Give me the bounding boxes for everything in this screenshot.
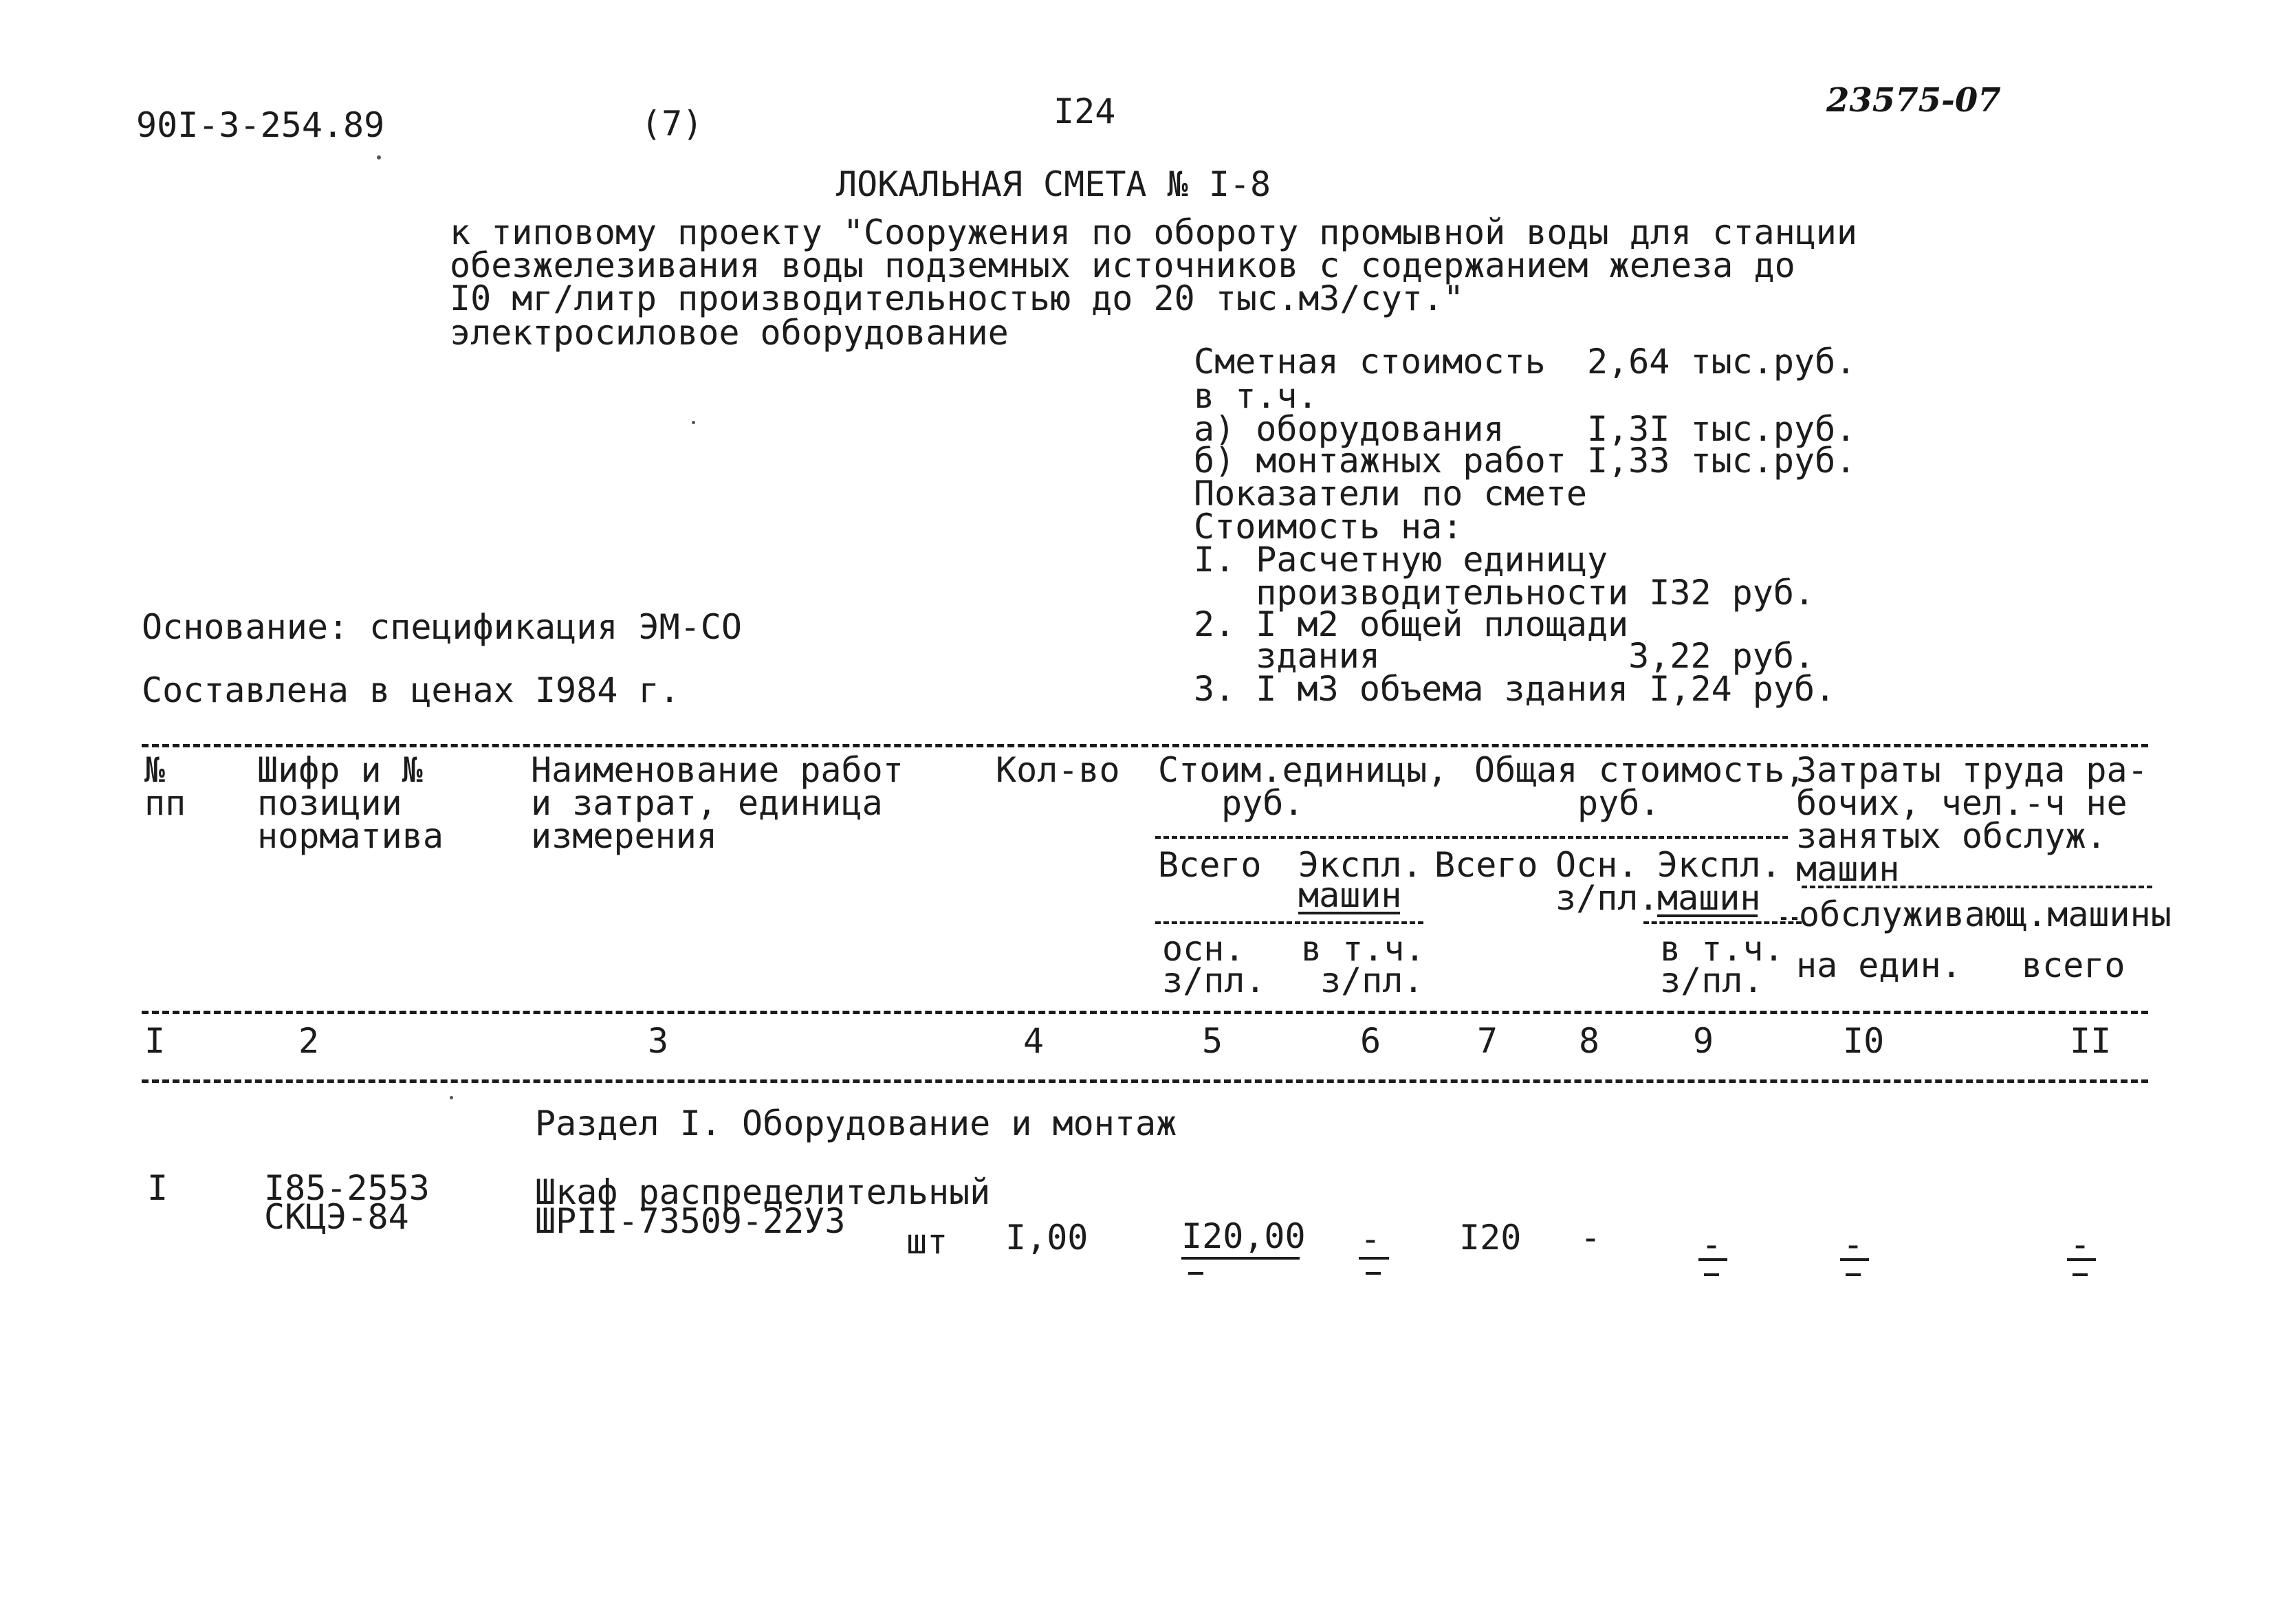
unit-cost-wage-dash — [1188, 1272, 1203, 1275]
cost-line-7: I. Расчетную единицу — [1194, 540, 1608, 580]
header-total-machines: машин — [1657, 878, 1761, 918]
row-code: СКЦЭ-84 — [264, 1197, 409, 1237]
table-header-bottom-rule — [142, 1011, 2148, 1014]
cost-line-5: Показатели по смете — [1194, 474, 1587, 514]
cost-line-11: 3. I м3 объема здания I,24 руб. — [1194, 669, 1836, 709]
prices-year-line: Составлена в ценах I984 г. — [142, 670, 680, 710]
header-total-machines: Экспл. — [1657, 845, 1782, 885]
labor-total-fraction-line — [2067, 1258, 2096, 1261]
cost-line-9: 2. I м2 общей площади — [1194, 604, 1629, 644]
labor-per-unit-fraction-line — [1840, 1258, 1869, 1261]
row-labor-total: - — [2070, 1225, 2091, 1264]
column-numbers-bottom-rule — [142, 1079, 2148, 1083]
row-unit-machines: - — [1360, 1219, 1381, 1259]
total-machines-underline — [1657, 914, 1758, 917]
row-total-basic: - — [1580, 1218, 1601, 1258]
unit-machines-wage-dash — [1366, 1272, 1381, 1275]
scan-speck — [692, 421, 695, 424]
row-name: Шкаф распределительный — [535, 1172, 991, 1212]
header-labor: бочих, чел.-ч не — [1796, 783, 2128, 823]
column-number: 2 — [298, 1021, 320, 1061]
row-number: I — [147, 1168, 168, 1208]
header-total-cost: Общая стоимость, — [1474, 750, 1806, 790]
cost-line-3: а) оборудования I,3I тыс.руб. — [1194, 409, 1857, 449]
column-number: 6 — [1360, 1021, 1381, 1061]
basis-line: Основание: спецификация ЭМ-СО — [142, 607, 742, 647]
subtitle-line-1: к типовому проекту "Сооружения по обороту промывной воды для станции — [450, 212, 1857, 252]
header-labor: занятых обслуж. — [1796, 816, 2107, 856]
header-total-all: Всего — [1434, 845, 1538, 885]
header-name: Наименование работ — [531, 750, 904, 790]
row-quantity: I,00 — [1005, 1218, 1089, 1258]
inventory-number: 23575-07 — [1826, 81, 2001, 120]
subtitle-line-3: I0 мг/литр производительностью до 20 тыс.м3/сут." — [450, 278, 1465, 318]
header-unit-cost: Стоим.единицы, — [1158, 750, 1448, 790]
scan-speck — [450, 1096, 453, 1099]
row-unit-cost: I20,00 — [1181, 1216, 1306, 1256]
cost-line-8: производительности I32 руб. — [1194, 573, 1815, 613]
cost-line-6: Стоимость на: — [1194, 507, 1463, 547]
unit-cost-underline — [1181, 1257, 1300, 1260]
header-number: № — [144, 750, 166, 790]
labor-per-unit-wage-dash — [1846, 1273, 1861, 1276]
cost-line-10: здания 3,22 руб. — [1194, 636, 1815, 676]
row-labor-per-unit: - — [1843, 1225, 1864, 1264]
header-name: и затрат, единица — [531, 783, 883, 823]
row-name: ШРII-73509-22У3 — [535, 1201, 846, 1241]
column-number: 4 — [1023, 1021, 1045, 1061]
column-number: 3 — [648, 1021, 669, 1061]
column-number: I0 — [1843, 1021, 1885, 1061]
page-number: I24 — [1053, 91, 1116, 131]
header-code: норматива — [257, 816, 444, 856]
header-unit-all: Всего — [1158, 845, 1262, 885]
header-number: пп — [144, 783, 186, 823]
header-unit-machines: Экспл. — [1298, 845, 1423, 885]
scan-speck — [377, 155, 381, 160]
column-number: 8 — [1579, 1021, 1600, 1061]
header-total-incl-wage: в т.ч. — [1660, 929, 1784, 969]
header-labor: Затраты труда ра- — [1796, 750, 2148, 790]
unit-cost-subrule — [1155, 836, 1788, 839]
column-number: II — [2070, 1021, 2112, 1061]
subtitle-line-4: электросиловое оборудование — [450, 313, 1009, 353]
row-total-machines: - — [1701, 1225, 1723, 1264]
header-labor-total: всего — [2022, 945, 2125, 985]
header-total-cost: руб. — [1577, 783, 1661, 823]
row-code: I85-2553 — [264, 1168, 430, 1208]
row-total-all: I20 — [1459, 1218, 1522, 1258]
header-servicing-machines: обслуживающ.машины — [1799, 895, 2172, 934]
header-total-basic: з/пл. — [1555, 878, 1659, 918]
project-code: 90I-3-254.89 — [136, 105, 385, 145]
cost-line-1: Сметная стоимость 2,64 тыс.руб. — [1194, 342, 1857, 382]
total-machines-wage-dash — [1704, 1273, 1719, 1276]
header-code: позиции — [257, 783, 402, 823]
column-number: I — [144, 1021, 166, 1061]
unit-machines-fraction-line — [1359, 1257, 1389, 1260]
header-unit-incl-wage: з/пл. — [1320, 961, 1424, 1000]
table-top-rule — [142, 744, 2148, 747]
wage-subrule-left — [1155, 921, 1423, 924]
header-unit-machines: машин — [1298, 875, 1402, 915]
total-machines-fraction-line — [1698, 1258, 1727, 1261]
header-unit-cost: руб. — [1221, 783, 1304, 823]
cost-line-4: б) монтажных работ I,33 тыс.руб. — [1194, 441, 1857, 481]
header-total-basic: Осн. — [1555, 845, 1639, 885]
header-labor: машин — [1796, 849, 1900, 889]
servicing-lead-dash — [1781, 917, 1797, 920]
column-number: 7 — [1477, 1021, 1498, 1061]
header-unit-incl-wage: в т.ч. — [1301, 929, 1425, 969]
header-total-incl-wage: з/пл. — [1660, 961, 1764, 1000]
column-number: 9 — [1693, 1021, 1714, 1061]
unit-machines-underline — [1298, 912, 1400, 914]
header-code: Шифр и № — [257, 750, 423, 790]
header-unit-basic-wage: осн. — [1162, 929, 1245, 969]
subtitle-line-2: обезжелезивания воды подземных источников с содержанием железа до — [450, 245, 1795, 285]
sheet-number: (7) — [641, 104, 703, 144]
header-quantity: Кол-во — [996, 750, 1120, 790]
labor-total-wage-dash — [2073, 1273, 2088, 1276]
header-name: измерения — [531, 816, 717, 856]
document-title: ЛОКАЛЬНАЯ СМЕТА № I-8 — [836, 164, 1271, 204]
section-title: Раздел I. Оборудование и монтаж — [535, 1104, 1177, 1143]
header-unit-basic-wage: з/пл. — [1162, 961, 1266, 1000]
column-number: 5 — [1202, 1021, 1223, 1061]
row-unit: шт — [906, 1222, 948, 1262]
header-labor-per-unit: на един. — [1796, 945, 1962, 985]
cost-line-2: в т.ч. — [1194, 376, 1318, 416]
wage-subrule-right — [1643, 921, 1802, 924]
